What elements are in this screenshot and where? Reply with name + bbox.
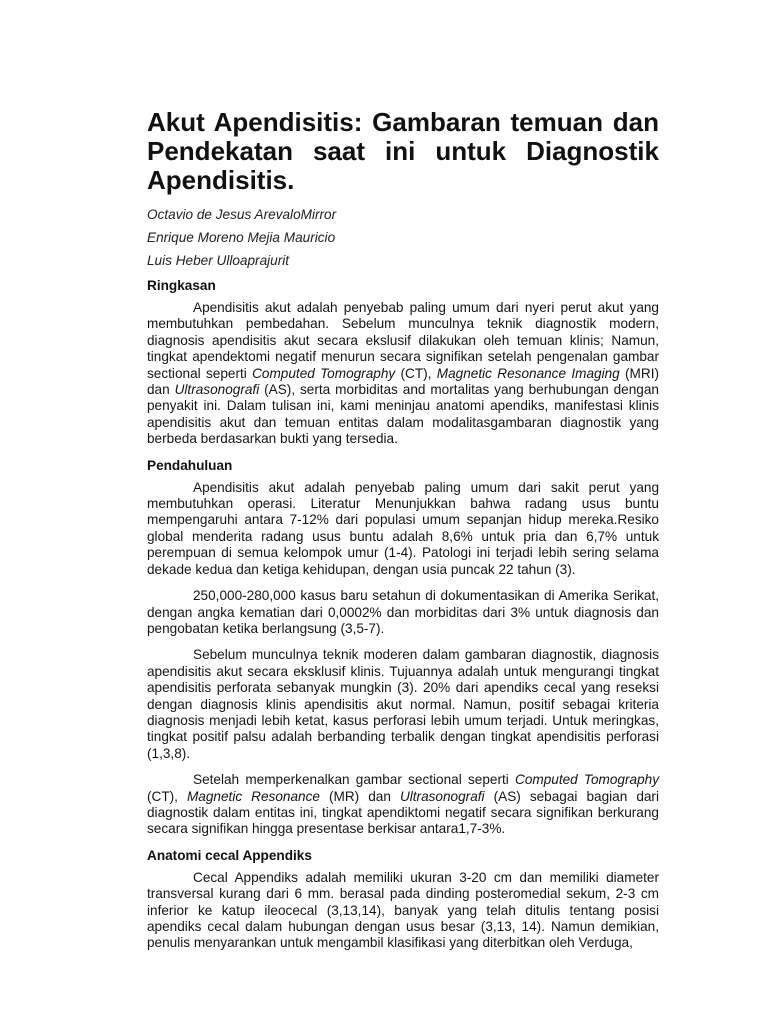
text-run: (MR) dan (319, 788, 400, 804)
author-name: Octavio de Jesus ArevaloMirror (147, 207, 337, 222)
text-run: (CT), (147, 788, 187, 804)
text-run: Apendisitis akut adalah penyebab paling umum dari nyeri perut akut yang membutuhkan pembedahan. Sebelum munculnya teknik diagnostik modern, diagnosis apendisitis akut secara ekslusif dilakukan oleh temuan klinis; Namun, tingkat apendektomi negatif menurun secara signifikan setelah pengenalan gambar sectional seperti (147, 300, 659, 381)
title-text: Akut Apendisitis: Gambaran temuan dan Pendekatan saat ini untuk Diagnostik Apendisitis (147, 107, 659, 195)
italic-term: Computed Tomography (252, 365, 396, 381)
section-heading-pendahuluan: Pendahuluan (147, 457, 233, 473)
italic-term: Ultrasonografi (399, 788, 485, 804)
body-paragraph (147, 772, 659, 838)
text-column (147, 108, 659, 952)
author-list (147, 203, 659, 272)
author-name: Luis Heber Ulloaprajurit (147, 253, 290, 268)
italic-term: Magnetic Resonance Imaging (436, 365, 620, 381)
italic-term: Computed Tomography (515, 772, 659, 788)
text-run: (AS), serta morbiditas and mortalitas yang berhubungan dengan penyakit ini. Dalam tulisan ini, kami meninjau anatomi apendiks, manifestasi klinis apendisitis akut dan temuan entitas dalam modalitasgambaran diagnostik yang berbeda berdasarkan bukti yang tersedia. (147, 382, 659, 447)
body-paragraph: Apendisitis akut adalah penyebab paling umum dari sakit perut yang membutuhkan operasi. Literatur Menunjukkan bahwa radang usus buntu mempengaruhi antara 7-12% dari populasi umum sepanjan hidup mereka.Resiko global menderita radang usus buntu adalah 8,6% untuk pria dan 6,7% untuk perempuan di semua kelompok umur (1-4). Patologi ini terjadi lebih sering selama dekade kedua dan ketiga kehidupan, dengan usia puncak 22 tahun (3). (147, 479, 659, 577)
italic-term: Ultrasonografi (174, 382, 260, 398)
body-paragraph: Cecal Appendiks adalah memiliki ukuran 3-20 cm dan memiliki diameter transversal kurang dari 6 mm. berasal pada dinding posteromedial sekum, 2-3 cm inferior ke katup ileocecal (3,13,14), banyak yang telah ditulis tentang posisi apendiks cecal dalam hubungan dengan usus besar (3,13, 14). Namun demikian, penulis menyarankan untuk mengambil klasifikasi yang diterbitkan oleh Verduga, (147, 869, 659, 951)
body-paragraph: 250,000-280,000 kasus baru setahun di dokumentasikan di Amerika Serikat, dengan angka kematian dari 0,0002% dan morbiditas dari 3% untuk diagnosis dan pengobatan ketika berlangsung (3,5-7). (147, 588, 659, 636)
text-run: (AS) sebagai bagian dari diagnostik dalam entitas ini, tingkat apendiktomi negatif secara signifikan berkurang secara signifikan hingga presentase berkisar antara1,7-3%. (147, 788, 659, 837)
author-name: Enrique Moreno Mejia Mauricio (147, 230, 336, 245)
section-heading-anatomi: Anatomi cecal Appendiks (147, 847, 312, 863)
abstract-paragraph (147, 300, 659, 448)
italic-term: Magnetic Resonance (186, 788, 320, 804)
body-paragraph: Sebelum munculnya teknik moderen dalam gambaran diagnostik, diagnosis apendisitis akut secara eksklusif klinis. Tujuannya adalah untuk mengurangi tingkat apendisitis perforata sebanyak mungkin (3). 20% dari apendiks cecal yang reseksi dengan diagnosis klinis apendisitis akut normal. Namun, positif sebagai kriteria diagnosis menjadi lebih ketat, kasus perforasi lebih umum terjadi. Untuk meringkas, tingkat positif palsu adalah berbanding terbalik dengan tingkat apendisitis perforasi (1,3,8). (147, 647, 659, 761)
text-run: Setelah memperkenalkan gambar sectional seperti (193, 772, 515, 788)
text-run: (MRI) dan (147, 365, 660, 398)
text-run: (CT), (395, 365, 437, 381)
title-period: . (287, 165, 295, 195)
document-title (147, 108, 659, 195)
section-heading-ringkasan: Ringkasan (147, 278, 216, 293)
